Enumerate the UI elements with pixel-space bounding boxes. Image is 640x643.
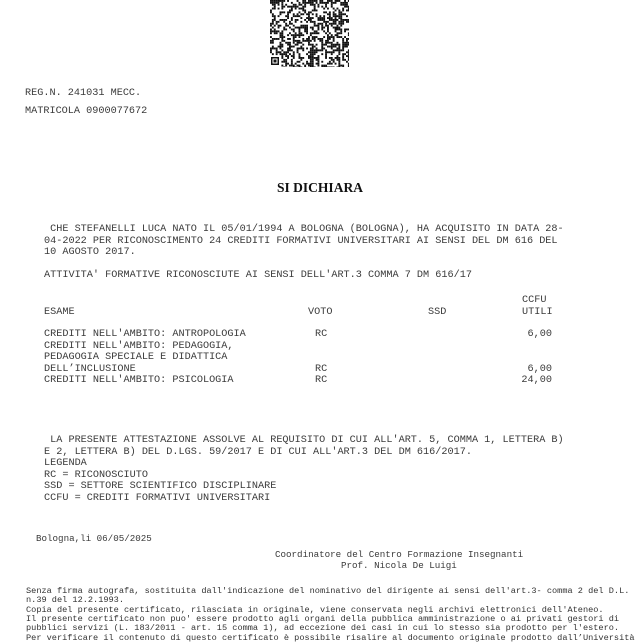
legend-title: LEGENDA — [44, 458, 87, 469]
attestation-line: E 2, LETTERA B) DEL D.LGS. 59/2017 E DI CUI ALL'ART.3 DEL DM 616/2017. — [44, 446, 472, 458]
footer-line: Copia del presente certificato, rilasciata in originale, viene conservata negli archivi elettronici dell'Ateneo. — [26, 604, 604, 615]
footer-line: pubblici servizi (L. 183/2011 - art. 15 comma 1), ad eccezione dei casi in cui lo stesso sia prodotto per l'estero. — [26, 623, 620, 634]
column-header-voto: VOTO — [308, 307, 333, 318]
column-header-ccfu: CCFU — [522, 295, 547, 306]
exam-name: PEDAGOGIA SPECIALE E DIDATTICA — [44, 352, 228, 363]
grade: RC — [315, 329, 328, 340]
matricola-number: MATRICOLA 0900077672 — [25, 106, 148, 117]
signatory-name: Prof. Nicola De Luigi — [341, 560, 457, 571]
document-title: SI DICHIARA — [277, 180, 363, 195]
grade: RC — [315, 363, 328, 375]
footer-line: Il presente certificato non puo' essere prodotto agli organi della pubblica amministrazione o ai privati gestori di — [26, 613, 620, 624]
credits: 6,00 — [527, 363, 552, 375]
column-header-esame: ESAME — [44, 307, 75, 318]
exam-name: CREDITI NELL'AMBITO: ANTROPOLOGIA — [44, 329, 246, 340]
grade: RC — [315, 375, 328, 386]
signatory-role: Coordinatore del Centro Formazione Insegnanti — [275, 549, 524, 560]
column-header-ccfu-utili: UTILI — [522, 307, 553, 318]
legend-item: CCFU = CREDITI FORMATIVI UNIVERSITARI — [44, 492, 271, 504]
credits: 6,00 — [527, 329, 552, 340]
declaration-line: 04-2022 PER RICONOSCIMENTO 24 CREDITI FORMATIVI UNIVERSITARI AI SENSI DEL DM 616 DEL — [44, 235, 558, 247]
activities-heading: ATTIVITA' FORMATIVE RICONOSCIUTE AI SENSI DELL'ART.3 COMMA 7 DM 616/17 — [44, 270, 472, 281]
exam-name: CREDITI NELL'AMBITO: PSICOLOGIA — [44, 375, 234, 386]
footer-line: n.39 del 12.2.1993. — [26, 595, 124, 606]
exam-name: DELL’INCLUSIONE — [44, 363, 136, 375]
exam-name: CREDITI NELL'AMBITO: PEDAGOGIA, — [44, 340, 234, 352]
place-and-date: Bologna,li 06/05/2025 — [36, 533, 152, 544]
attestation-line: LA PRESENTE ATTESTAZIONE ASSOLVE AL REQUISITO DI CUI ALL'ART. 5, COMMA 1, LETTERA B) — [44, 435, 564, 446]
column-header-ssd: SSD — [428, 307, 447, 318]
registration-number: REG.N. 241031 MECC. — [25, 88, 142, 99]
footer-line: Senza firma autografa, sostituita dall'indicazione del nominativo del dirigente ai sensi dell'art.3- comma 2 del D.L. — [26, 586, 630, 596]
legend-item: SSD = SETTORE SCIENTIFICO DISCIPLINARE — [44, 481, 277, 492]
declaration-line: 10 AGOSTO 2017. — [44, 247, 136, 258]
legend-item: RC = RICONOSCIUTO — [44, 469, 148, 481]
footer-line: Per verificare il contenuto di questo certificato è possibile risalire al documento originale prodotto dall’Università — [26, 632, 635, 643]
credits: 24,00 — [521, 375, 552, 386]
qr-code-icon — [270, 0, 349, 67]
declaration-line: CHE STEFANELLI LUCA NATO IL 05/01/1994 A BOLOGNA (BOLOGNA), HA ACQUISITO IN DATA 28- — [44, 224, 564, 235]
